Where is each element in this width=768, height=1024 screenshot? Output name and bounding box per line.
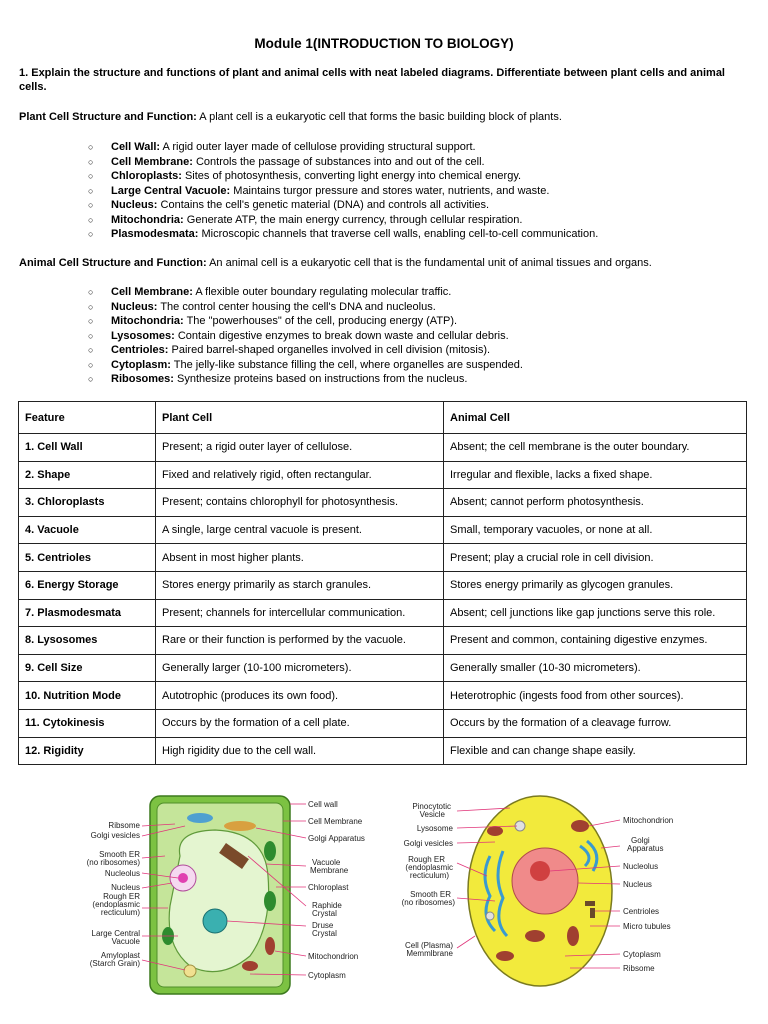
table-cell: 10. Nutrition Mode [19,682,156,710]
diagram-label: Vacuole [312,858,341,867]
bullet-icon: ○ [88,330,94,341]
question-text: 1. Explain the structure and functions of plant and animal cells with neat labeled diagrams. Differentiate between plant cells and animal cells. [19,67,725,93]
list-item [0,227,598,242]
plant-heading: Plant Cell Structure and Function: [19,111,197,123]
table-header-row [19,402,747,434]
mitochondrion [525,930,545,942]
amyloplast [184,965,196,977]
table-cell: Absent in most higher plants. [156,544,444,572]
item-term: Centrioles: [111,344,169,356]
bullet-icon: ○ [88,316,94,326]
diagram-label: Amyloplast [100,951,140,960]
item-desc: The jelly-like substance filling the cell, where organelles are suspended. [170,358,523,371]
diagram-label: Cytoplasm [308,971,346,980]
list-item [0,314,523,329]
table-row [19,489,747,517]
table-cell: Autotrophic (produces its own food). [156,682,444,710]
table-row [19,737,747,765]
diagram-label: (no ribosomes) [86,858,140,867]
table-cell: Generally smaller (10-30 micrometers). [444,654,747,682]
table-cell: Flexible and can change shape easily. [444,737,747,765]
table-cell: 12. Rigidity [19,737,156,765]
table-row [19,654,747,682]
item-term: Nucleus: [111,199,158,211]
centriole [585,901,595,906]
diagram-label: (no ribosomes) [401,898,455,907]
list-item [0,198,598,213]
diagram-label: Golgi vesicles [403,839,453,848]
bullet-icon: ○ [88,185,94,196]
table-cell: 8. Lysosomes [19,627,156,655]
table-row [19,516,747,544]
table-cell: 3. Chloroplasts [19,489,156,517]
item-desc: Controls the passage of substances into and out of the cell. [192,155,485,168]
table-cell: Present; contains chlorophyll for photosynthesis. [156,489,444,517]
diagram-label: Pinocytotic [412,802,451,811]
table-cell: Irregular and flexible, lacks a fixed shape. [444,461,747,489]
animal-organelle-list [0,285,523,387]
diagram-label: Nucleolus [623,862,659,871]
item-desc: Sites of photosynthesis, converting light energy into chemical energy. [181,170,522,182]
diagram-label: recticulum) [409,871,449,880]
diagram-label: Ribsome [108,821,140,830]
table-cell: 1. Cell Wall [19,434,156,462]
table-row [19,682,747,710]
table-cell: Present; a rigid outer layer of cellulose. [156,434,444,462]
plant-nucleolus [178,873,188,883]
item-term: Cytoplasm: [111,358,171,371]
table-cell: 2. Shape [19,461,156,489]
mitochondrion [567,926,579,946]
diagram-label: Cell wall [308,800,338,809]
animal-nucleus [512,848,578,914]
diagram-label: Rough ER [408,855,445,864]
table-cell: Present; channels for intercellular communication. [156,599,444,627]
diagram-label: Cell Membrane [308,817,363,826]
table-row [19,461,747,489]
animal-intro [19,256,754,270]
table-row [19,627,747,655]
golgi-apparatus [187,813,213,823]
diagram-label: Lysosome [416,824,453,833]
mitochondrion [265,937,275,955]
mitochondrion [571,820,589,832]
item-desc: The control center housing the cell's DNA and nucleolus. [157,300,436,313]
item-term: Plasmodesmata: [111,228,199,240]
diagram-label: Micro tubules [623,922,671,931]
item-term: Mitochondria: [111,213,184,226]
list-item [0,285,523,300]
list-item [0,140,598,155]
item-term: Chloroplasts: [111,170,182,182]
mitochondrion [242,961,258,971]
diagram-label: Mitochondrion [308,952,359,961]
plant-cell-diagram [80,786,380,996]
diagram-label: Membrane [310,866,349,875]
table-header-cell: Feature [19,402,156,434]
list-item [0,329,523,344]
list-item [0,343,523,358]
table-cell: High rigidity due to the cell wall. [156,737,444,765]
diagram-label: Nucleus [623,880,652,889]
table-cell: Generally larger (10-100 micrometers). [156,654,444,682]
diagram-label: Rough ER [103,892,140,901]
diagram-label: (endoplasmic [92,900,140,909]
mitochondrion [487,826,503,836]
diagram-label: Crystal [312,929,337,938]
item-term: Nucleus: [111,300,158,313]
animal-intro-text: An animal cell is a eukaryotic cell that is the fundamental unit of animal tissues and organs. [206,257,652,269]
page-title: Module 1(INTRODUCTION TO BIOLOGY) [254,36,514,51]
bullet-icon: ○ [88,214,94,225]
diagram-label: (endoplasmic [405,863,453,872]
item-term: Cell Wall: [111,141,161,153]
table-cell: A single, large central vacuole is present. [156,516,444,544]
item-term: Cell Membrane: [111,155,193,168]
item-term: Lysosomes: [111,329,175,342]
diagram-label: Crystal [312,909,337,918]
animal-cell-diagram [395,786,705,996]
diagram-label: recticulum) [100,908,140,917]
diagram-label: Cytoplasm [623,950,661,959]
diagram-label: Smooth ER [410,890,451,899]
item-term: Mitochondria: [111,315,184,327]
table-header-cell: Plant Cell [156,402,444,434]
bullet-icon: ○ [88,374,94,384]
item-desc: Paired barrel-shaped organelles involved in cell division (mitosis). [168,344,491,356]
item-desc: Microscopic channels that traverse cell walls, enabling cell-to-cell communication. [198,228,599,240]
item-desc: Contain digestive enzymes to break down waste and cellular debris. [174,329,509,342]
item-desc: Synthesize proteins based on instructions from the nucleus. [173,373,468,385]
bullet-icon: ○ [88,345,94,355]
list-item [0,169,598,184]
chloroplast [264,891,276,911]
list-item [0,358,523,373]
table-cell: 7. Plasmodesmata [19,599,156,627]
table-cell: Absent; cannot perform photosynthesis. [444,489,747,517]
plant-intro [19,110,754,124]
table-row [19,571,747,599]
diagram-label: Druse [312,921,334,930]
diagram-label: Golgi [631,836,650,845]
diagram-label: Chloroplast [308,883,349,892]
table-row [19,544,747,572]
table-row [19,434,747,462]
diagram-label: Smooth ER [99,850,140,859]
table-cell: Rare or their function is performed by the vacuole. [156,627,444,655]
table-cell: 6. Energy Storage [19,571,156,599]
item-term: Large Central Vacuole: [111,184,231,197]
comparison-table [18,401,747,765]
diagram-label: Vesicle [419,810,445,819]
central-vacuole [169,830,268,972]
bullet-icon: ○ [88,171,94,181]
item-desc: A flexible outer boundary regulating molecular traffic. [192,286,452,298]
diagram-label: Centrioles [623,907,660,916]
bullet-icon: ○ [88,156,94,167]
vesicle [486,912,494,920]
table-cell: 9. Cell Size [19,654,156,682]
item-desc: A rigid outer layer made of cellulose providing structural support. [160,141,476,153]
bullet-icon: ○ [88,301,94,312]
diagram-label: Golgi Apparatus [308,834,365,843]
diagram-label: Nucleus [111,883,140,892]
list-item [0,213,598,228]
diagram-label: Vacuole [111,937,140,946]
item-term: Cell Membrane: [111,286,193,298]
druse-crystal [203,909,227,933]
diagram-label: (Starch Grain) [89,959,140,968]
table-row [19,709,747,737]
mitochondrion [496,951,514,961]
animal-heading: Animal Cell Structure and Function: [19,257,207,269]
centriole [590,908,595,918]
list-item [0,184,598,199]
table-cell: Small, temporary vacuoles, or none at all. [444,516,747,544]
table-cell: 4. Vacuole [19,516,156,544]
table-cell: 11. Cytokinesis [19,709,156,737]
table-cell: Stores energy primarily as starch granules. [156,571,444,599]
table-cell: Present; play a crucial role in cell division. [444,544,747,572]
bullet-icon: ○ [88,359,94,370]
item-term: Ribosomes: [111,373,174,385]
table-cell: Present and common, containing digestive enzymes. [444,627,747,655]
table-cell: Absent; cell junctions like gap junctions serve this role. [444,599,747,627]
table-cell: 5. Centrioles [19,544,156,572]
table-cell: Stores energy primarily as glycogen granules. [444,571,747,599]
list-item [0,372,523,387]
table-row [19,599,747,627]
diagram-label: Cell (Plasma) [404,941,453,950]
bullet-icon: ○ [88,142,94,152]
chloroplast [264,841,276,861]
animal-nucleolus [530,861,550,881]
item-desc: Maintains turgor pressure and stores water, nutrients, and waste. [230,184,550,197]
diagram-label: Apparatus [627,844,664,853]
diagram-label: Large Central [91,929,140,938]
table-cell: Absent; the cell membrane is the outer boundary. [444,434,747,462]
bullet-icon: ○ [88,287,94,297]
diagram-label: Mitochondrion [623,816,674,825]
item-desc: The "powerhouses" of the cell, producing energy (ATP). [183,315,458,327]
diagram-label: Golgi vesicles [90,831,140,840]
list-item [0,155,598,170]
plant-intro-text: A plant cell is a eukaryotic cell that forms the basic building block of plants. [196,111,562,123]
plant-organelle-list [0,140,598,242]
table-cell: Occurs by the formation of a cell plate. [156,709,444,737]
table-cell: Heterotrophic (ingests food from other sources). [444,682,747,710]
list-item [0,300,523,315]
table-header-cell: Animal Cell [444,402,747,434]
table-cell: Fixed and relatively rigid, often rectangular. [156,461,444,489]
diagram-label: Raphide [312,901,342,910]
item-desc: Generate ATP, the main energy currency, through cellular respiration. [183,213,523,226]
item-desc: Contains the cell's genetic material (DNA) and controls all activities. [157,199,490,211]
golgi-apparatus [224,821,256,831]
bullet-icon: ○ [88,200,94,210]
bullet-icon: ○ [88,229,94,239]
diagram-label: Nucleolus [104,869,140,878]
table-cell: Occurs by the formation of a cleavage furrow. [444,709,747,737]
diagram-label: Ribsome [623,964,655,973]
diagram-label: Memmlbrane [406,949,453,958]
